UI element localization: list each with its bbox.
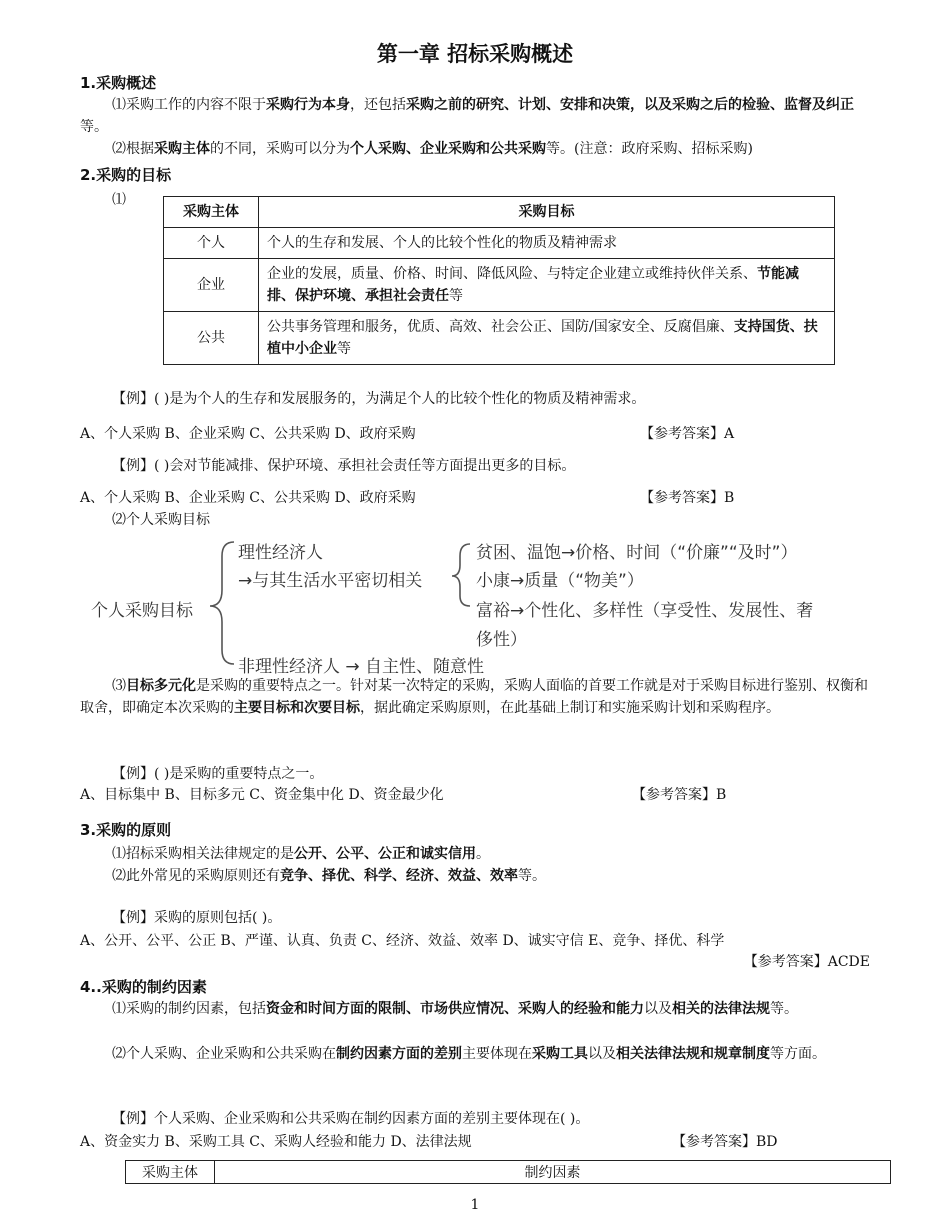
diagram-root: 个人采购目标 (91, 601, 193, 621)
text-run: ⑴采购工作的内容不限于 (112, 97, 266, 113)
example-3-options: A、目标集中 B、目标多元 C、资金集中化 D、资金最少化 (80, 787, 444, 803)
bold-text: 相关的法律法规 (672, 1001, 770, 1017)
bold-text: 采购之前的研究、计划、安排和决策，以及采购之后的检验、监督及纠正 (406, 97, 854, 113)
section-heading-1: 1.采购概述 (80, 74, 157, 92)
example-1-question: 【例】( )是为个人的生存和发展服务的，为满足个人的比较个性化的物质及精神需求。 (112, 391, 646, 407)
page-number: 1 (470, 1197, 480, 1213)
row-subject: 公共 (164, 312, 259, 365)
example-5-question: 【例】个人采购、企业采购和公共采购在制约因素方面的差别主要体现在( )。 (112, 1111, 590, 1127)
example-2-options: A、个人采购 B、企业采购 C、公共采购 D、政府采购 (80, 490, 416, 506)
diagram-rational: 理性经济人 (238, 543, 323, 563)
text-run: 。 (476, 846, 490, 862)
example-4-options: A、公开、公平、公正 B、严谨、认真、负责 C、经济、效益、效率 D、诚实守信 E、竞争、择优、科学 (80, 933, 725, 949)
example-1-options: A、个人采购 B、企业采购 C、公共采购 D、政府采购 (80, 426, 416, 442)
bold-text: 竞争、择优、科学、经济、效益、效率 (280, 868, 518, 884)
s2-paragraph-3 (80, 675, 870, 719)
row-subject: 个人 (164, 228, 259, 259)
example-4-answer: 【参考答案】ACDE (743, 954, 870, 970)
example-3-question: 【例】( )是采购的重要特点之一。 (112, 766, 324, 782)
diagram-leaf-poverty: 贫困、温饱→价格、时间（“价廉”“及时”） (476, 543, 798, 563)
bold-text: 资金和时间方面的限制、市场供应情况、采购人的经验和能力 (266, 1001, 644, 1017)
sub-brace (452, 544, 470, 606)
chapter-title: 第一章 招标采购概述 (376, 42, 574, 66)
text-run: ⑵个人采购、企业采购和公共采购在 (112, 1046, 336, 1062)
main-brace (210, 542, 234, 664)
text-run: 是采购的重要特点之一。针对某一次特定的采购，采购人面临的首要工作就是对于采购目标进行鉴别、权衡和取舍，即确定本次采购的 (80, 678, 868, 716)
example-1-answer: 【参考答案】A (640, 426, 735, 442)
header-constraint: 制约因素 (215, 1161, 891, 1184)
diagram-leaf-comfortable: 小康→质量（“物美”） (476, 571, 644, 591)
example-4-question: 【例】采购的原则包括( )。 (112, 910, 282, 926)
text-run: ⑴采购的制约因素，包括 (112, 1001, 266, 1017)
text-run: ⑵根据 (112, 141, 154, 157)
text-run: 企业的发展，质量、价格、时间、降低风险、与特定企业建立或维持伙伴关系、 (267, 266, 757, 282)
bold-text: 采购工具 (532, 1046, 588, 1062)
bold-text: 目标多元化 (126, 678, 196, 694)
bold-text: 个人采购、企业采购和公共采购 (350, 141, 546, 157)
text-run: ⑵此外常见的采购原则还有 (112, 868, 280, 884)
s4-paragraph-1 (80, 998, 870, 1020)
bold-text: 节能减排、保护环境、承担社会责任 (267, 266, 799, 304)
bold-text: 主要目标和次要目标 (234, 700, 360, 716)
bold-text: 采购主体 (154, 141, 210, 157)
example-5-options: A、资金实力 B、采购工具 C、采购人经验和能力 D、法律法规 (80, 1134, 472, 1150)
diagram-irrational: 非理性经济人 → 自主性、随意性 (238, 657, 485, 677)
row-subject: 企业 (164, 259, 259, 312)
example-3-answer: 【参考答案】B (632, 787, 727, 803)
bold-text: 公开、公平、公正和诚实信用 (294, 846, 476, 862)
text-run: 等方面。 (770, 1046, 826, 1062)
text-run: 等。(注意：政府采购、招标采购) (546, 141, 753, 157)
text-run: 公共事务管理和服务，优质、高效、社会公正、国防/国家安全、反腐倡廉、 (267, 319, 734, 335)
text-run: ⑴招标采购相关法律规定的是 (112, 846, 294, 862)
section-heading-3: 3.采购的原则 (80, 821, 172, 839)
text-run: 的不同，采购可以分为 (210, 141, 350, 157)
s3-paragraph-2 (112, 865, 546, 885)
text-run: 等。 (80, 119, 108, 135)
bold-text: 支持国货、扶植中小企业 (267, 319, 818, 357)
header-subject: 采购主体 (126, 1161, 215, 1184)
s4-paragraph-2 (80, 1043, 870, 1065)
header-goal: 采购目标 (259, 197, 835, 228)
text-run: 以及 (644, 1001, 672, 1017)
text-run: 等。 (518, 868, 546, 884)
section-heading-4: 4..采购的制约因素 (80, 978, 207, 996)
example-2-answer: 【参考答案】B (640, 490, 735, 506)
bold-text: 采购行为本身 (266, 97, 350, 113)
text-run: 等 (337, 341, 351, 357)
text-run: ，还包括 (350, 97, 406, 113)
bold-text: 相关法律法规和规章制度 (616, 1046, 770, 1062)
text-run: 个人的生存和发展、个人的比较个性化的物质及精神需求 (267, 235, 617, 251)
s2-item-1-marker: ⑴ (112, 192, 126, 208)
text-run: 等。 (770, 1001, 798, 1017)
text-run: ⑶ (112, 678, 126, 694)
text-run: 以及 (588, 1046, 616, 1062)
s2-item-2: ⑵个人采购目标 (112, 512, 210, 528)
diagram-leaf-wealthy-cont: 侈性） (476, 630, 527, 650)
diagram-leaf-wealthy: 富裕→个性化、多样性（享受性、发展性、奢 (476, 601, 814, 621)
example-2-question: 【例】( )会对节能减排、保护环境、承担社会责任等方面提出更多的目标。 (112, 458, 576, 474)
text-run: 主要体现在 (462, 1046, 532, 1062)
example-5-answer: 【参考答案】BD (672, 1134, 778, 1150)
bold-text: 制约因素方面的差别 (336, 1046, 462, 1062)
s3-paragraph-1 (112, 843, 490, 863)
constraint-table-header (126, 1161, 891, 1184)
text-run: 等 (449, 288, 463, 304)
diagram-rational-detail: →与其生活水平密切相关 (238, 571, 423, 591)
constraint-table (125, 1160, 891, 1184)
text-run: ，据此确定采购原则，在此基础上制订和实施采购计划和采购程序。 (360, 700, 780, 716)
header-subject: 采购主体 (164, 197, 259, 228)
section-heading-2: 2.采购的目标 (80, 166, 172, 184)
